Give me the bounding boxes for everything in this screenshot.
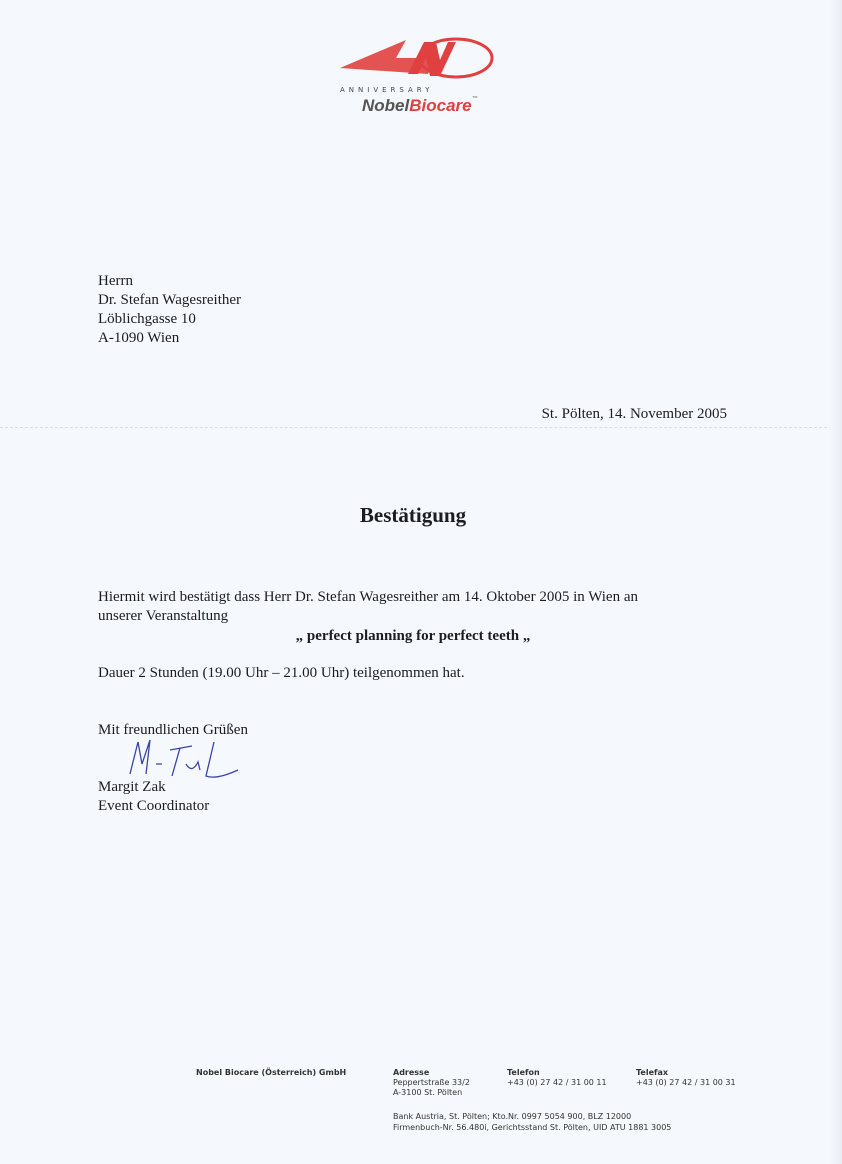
footer-address bbox=[393, 1068, 470, 1098]
event-name: „ perfect planning for perfect teeth „ bbox=[295, 628, 531, 644]
recipient-street: Löblichgasse 10 bbox=[98, 311, 196, 327]
closing-greeting: Mit freundlichen Grüßen bbox=[98, 722, 248, 738]
logo-tm: ™ bbox=[471, 96, 478, 102]
footer-address-label: Adresse bbox=[393, 1068, 430, 1077]
footer-fax bbox=[636, 1068, 736, 1088]
body-line-2: unserer Veranstaltung bbox=[98, 608, 229, 624]
footer-company: Nobel Biocare (Österreich) GmbH bbox=[196, 1068, 347, 1077]
footer-fax-label: Telefax bbox=[636, 1068, 669, 1077]
logo-brand-nobel: Nobel bbox=[362, 96, 410, 115]
scan-edge bbox=[830, 0, 842, 1164]
body-line-3: Dauer 2 Stunden (19.00 Uhr – 21.00 Uhr) teilgenommen hat. bbox=[98, 665, 465, 681]
recipient-salutation: Herrn bbox=[98, 273, 133, 289]
body-line-1: Hiermit wird bestätigt dass Herr Dr. Stefan Wagesreither am 14. Oktober 2005 in Wien an bbox=[98, 589, 638, 605]
logo-anniversary-text: ANNIVERSARY bbox=[340, 86, 434, 94]
nobel-biocare-logo bbox=[336, 34, 496, 118]
signer-role: Event Coordinator bbox=[98, 798, 210, 814]
signer-name: Margit Zak bbox=[98, 779, 166, 795]
recipient-city: A-1090 Wien bbox=[98, 330, 180, 346]
footer-register: Firmenbuch-Nr. 56.480i, Gerichtsstand St. Pölten, UID ATU 1881 3005 bbox=[393, 1123, 672, 1132]
footer-bank: Bank Austria, St. Pölten; Kto.Nr. 0997 5054 900, BLZ 12000 bbox=[393, 1112, 632, 1121]
recipient-address bbox=[98, 272, 241, 348]
footer-address-1: Peppertstraße 33/2 bbox=[393, 1078, 470, 1087]
fold-line bbox=[0, 427, 842, 428]
footer-fax-number: +43 (0) 27 42 / 31 00 31 bbox=[636, 1078, 736, 1087]
anniversary-40-logo-mark bbox=[336, 34, 496, 90]
logo-brand-biocare: Biocare bbox=[409, 96, 472, 115]
footer-phone-number: +43 (0) 27 42 / 31 00 11 bbox=[507, 1078, 607, 1087]
footer-phone bbox=[507, 1068, 607, 1088]
recipient-name: Dr. Stefan Wagesreither bbox=[98, 292, 242, 308]
footer-phone-label: Telefon bbox=[507, 1068, 540, 1077]
document-title: Bestätigung bbox=[359, 503, 467, 527]
footer-address-2: A-3100 St. Pölten bbox=[393, 1088, 463, 1097]
date-line: St. Pölten, 14. November 2005 bbox=[541, 406, 727, 422]
